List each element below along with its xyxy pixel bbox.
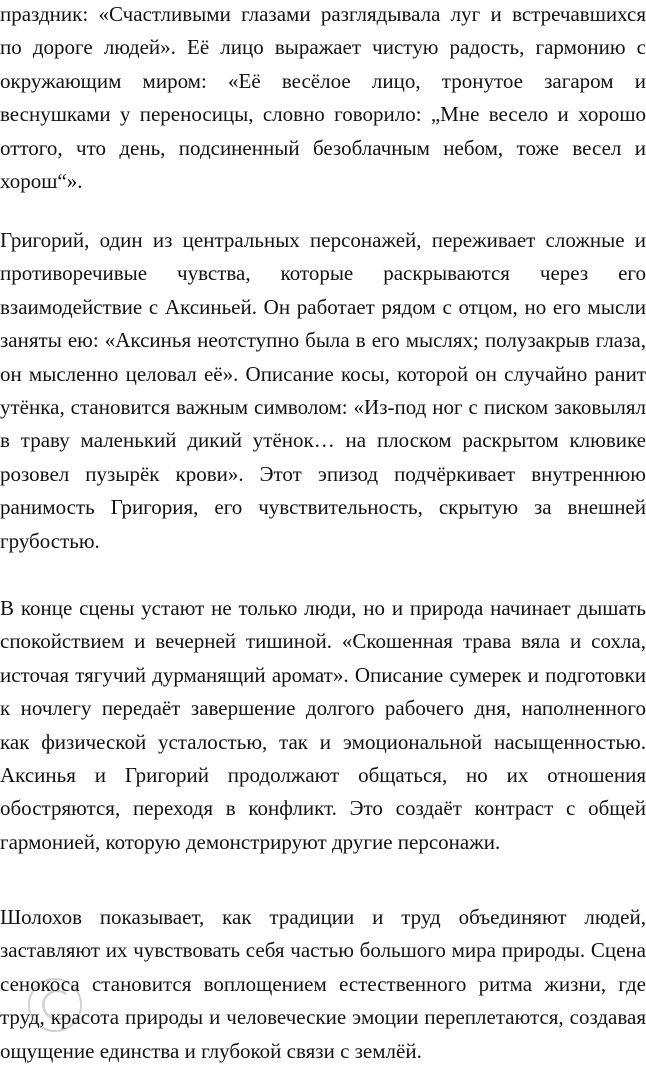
text-line: к ночлегу передаёт завершение долгого рабочего дня, наполненного: [0, 696, 646, 721]
paragraph-2: [0, 224, 646, 558]
text-line: спокойствием и вечерней тишиной. «Скошенная трава вяла и сохла,: [0, 629, 646, 654]
text-line: утёнка, становится важным символом: «Из-под ног с писком заковылял: [0, 394, 646, 419]
text-line: он мысленно целовал её». Описание косы, которой он случайно ранит: [0, 361, 646, 386]
text-line: заняты ею: «Аксинья неотступно была в его мыслях; полузакрыв глаза,: [0, 328, 646, 353]
paragraph-1: [0, 0, 646, 198]
text-line: Шолохов показывает, как традиции и труд объединяют людей,: [0, 905, 646, 929]
text-line: оттого, что день, подсиненный безоблачным небом, тоже весел и: [0, 135, 646, 160]
text-line: взаимодействие с Аксиньей. Он работает рядом с отцом, но его мысли: [0, 294, 646, 319]
text-line: веснушками у переносицы, словно говорило: „Мне весело и хорошо: [0, 102, 646, 127]
text-line: окружающим миром: «Её весёлое лицо, тронутое загаром и: [0, 68, 646, 93]
text-line: сенокоса становится воплощением естественного ритма жизни, где: [0, 971, 646, 996]
text-line: в траву маленький дикий утёнок… на плоском раскрытом клювике: [0, 428, 646, 453]
text-line: труд, красота природы и человеческие эмоции переплетаются, создавая: [0, 1005, 646, 1030]
text-line: ощущение единства и глубокой связи с землёй.: [0, 1038, 422, 1063]
text-line: Аксинья и Григорий продолжают общаться, но их отношения: [0, 762, 646, 787]
text-line: праздник: «Счастливыми глазами разглядывала луг и встречавшихся: [0, 2, 646, 26]
text-line: Григорий, один из центральных персонажей, переживает сложные и: [0, 228, 646, 252]
text-line: заставляют их чувствовать себя частью большого мира природы. Сцена: [0, 938, 646, 963]
text-line: обостряются, переходя в конфликт. Это создаёт контраст с общей: [0, 796, 646, 821]
text-line: гармонией, которую демонстрируют другие персонажи.: [0, 829, 501, 854]
text-line: ранимость Григория, его чувствительность, скрытую за внешней: [0, 495, 646, 520]
text-line: грубостью.: [0, 528, 100, 553]
text-line: по дороге людей». Её лицо выражает чистую радость, гармонию с: [0, 35, 646, 60]
paragraph-3: [0, 592, 646, 859]
text-line: противоречивые чувства, которые раскрываются через его: [0, 261, 646, 286]
text-line: хорош“».: [0, 168, 83, 193]
text-line: источая тягучий дурманящий аромат». Описание сумерек и подготовки: [0, 662, 646, 687]
text-line: как физической усталостью, так и эмоциональной насыщенностью.: [0, 729, 646, 754]
paragraph-4: [0, 901, 646, 1068]
text-line: В конце сцены устают не только люди, но и природа начинает дышать: [0, 596, 646, 620]
text-line: розовел пузырёк крови». Этот эпизод подчёркивает внутреннюю: [0, 461, 646, 486]
